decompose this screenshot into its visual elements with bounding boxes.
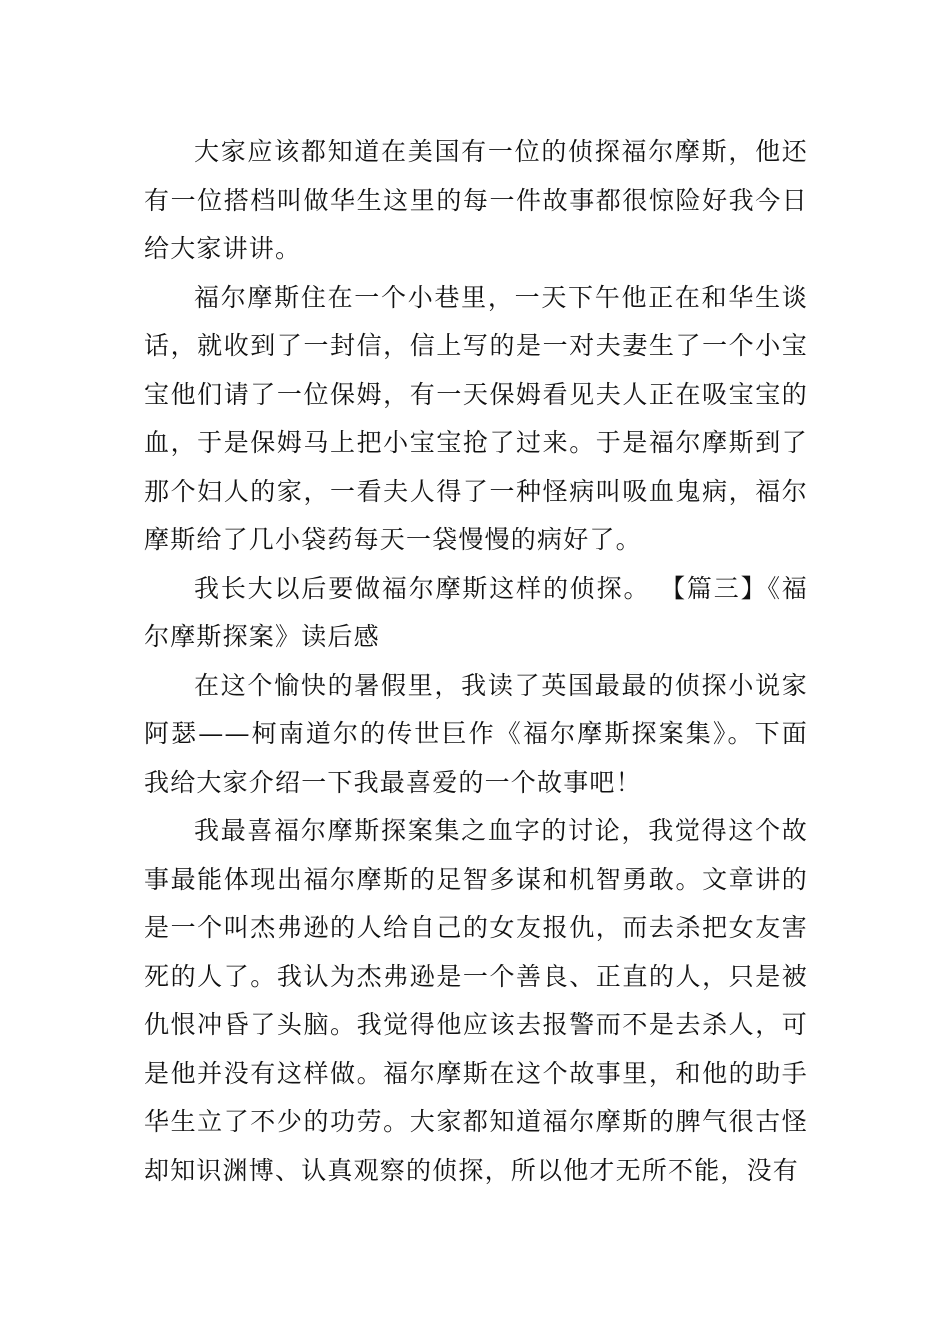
document-body (144, 128, 808, 1195)
paragraph-5: 我最喜福尔摩斯探案集之血字的讨论，我觉得这个故事最能体现出福尔摩斯的足智多谋和机智勇敢。文章讲的是一个叫杰弗逊的人给自己的女友报仇，而去杀把女友害死的人了。我认为杰弗逊是一个善良、正直的人，只是被仇恨冲昏了头脑。我觉得他应该去报警而不是去杀人，可是他并没有这样做。福尔摩斯在这个故事里，和他的助手华生立了不少的功劳。大家都知道福尔摩斯的脾气很古怪却知识渊博、认真观察的侦探，所以他才无所不能，没有 (144, 816, 808, 1185)
paragraph-4: 在这个愉快的暑假里，我读了英国最最的侦探小说家阿瑟——柯南道尔的传世巨作《福尔摩斯探案集》。下面我给大家介绍一下我最喜爱的一个故事吧！ (144, 670, 808, 797)
paragraph-3: 我长大以后要做福尔摩斯这样的侦探。 【篇三】《福尔摩斯探案》读后感 (144, 573, 808, 651)
paragraph-2: 福尔摩斯住在一个小巷里，一天下午他正在和华生谈话，就收到了一封信，信上写的是一对夫妻生了一个小宝宝他们请了一位保姆，有一天保姆看见夫人正在吸宝宝的血，于是保姆马上把小宝宝抢了过来。于是福尔摩斯到了那个妇人的家，一看夫人得了一种怪病叫吸血鬼病，福尔摩斯给了几小袋药每天一袋慢慢的病好了。 (144, 282, 808, 554)
paragraph-1: 大家应该都知道在美国有一位的侦探福尔摩斯，他还有一位搭档叫做华生这里的每一件故事都很惊险好我今日给大家讲讲。 (144, 137, 808, 263)
